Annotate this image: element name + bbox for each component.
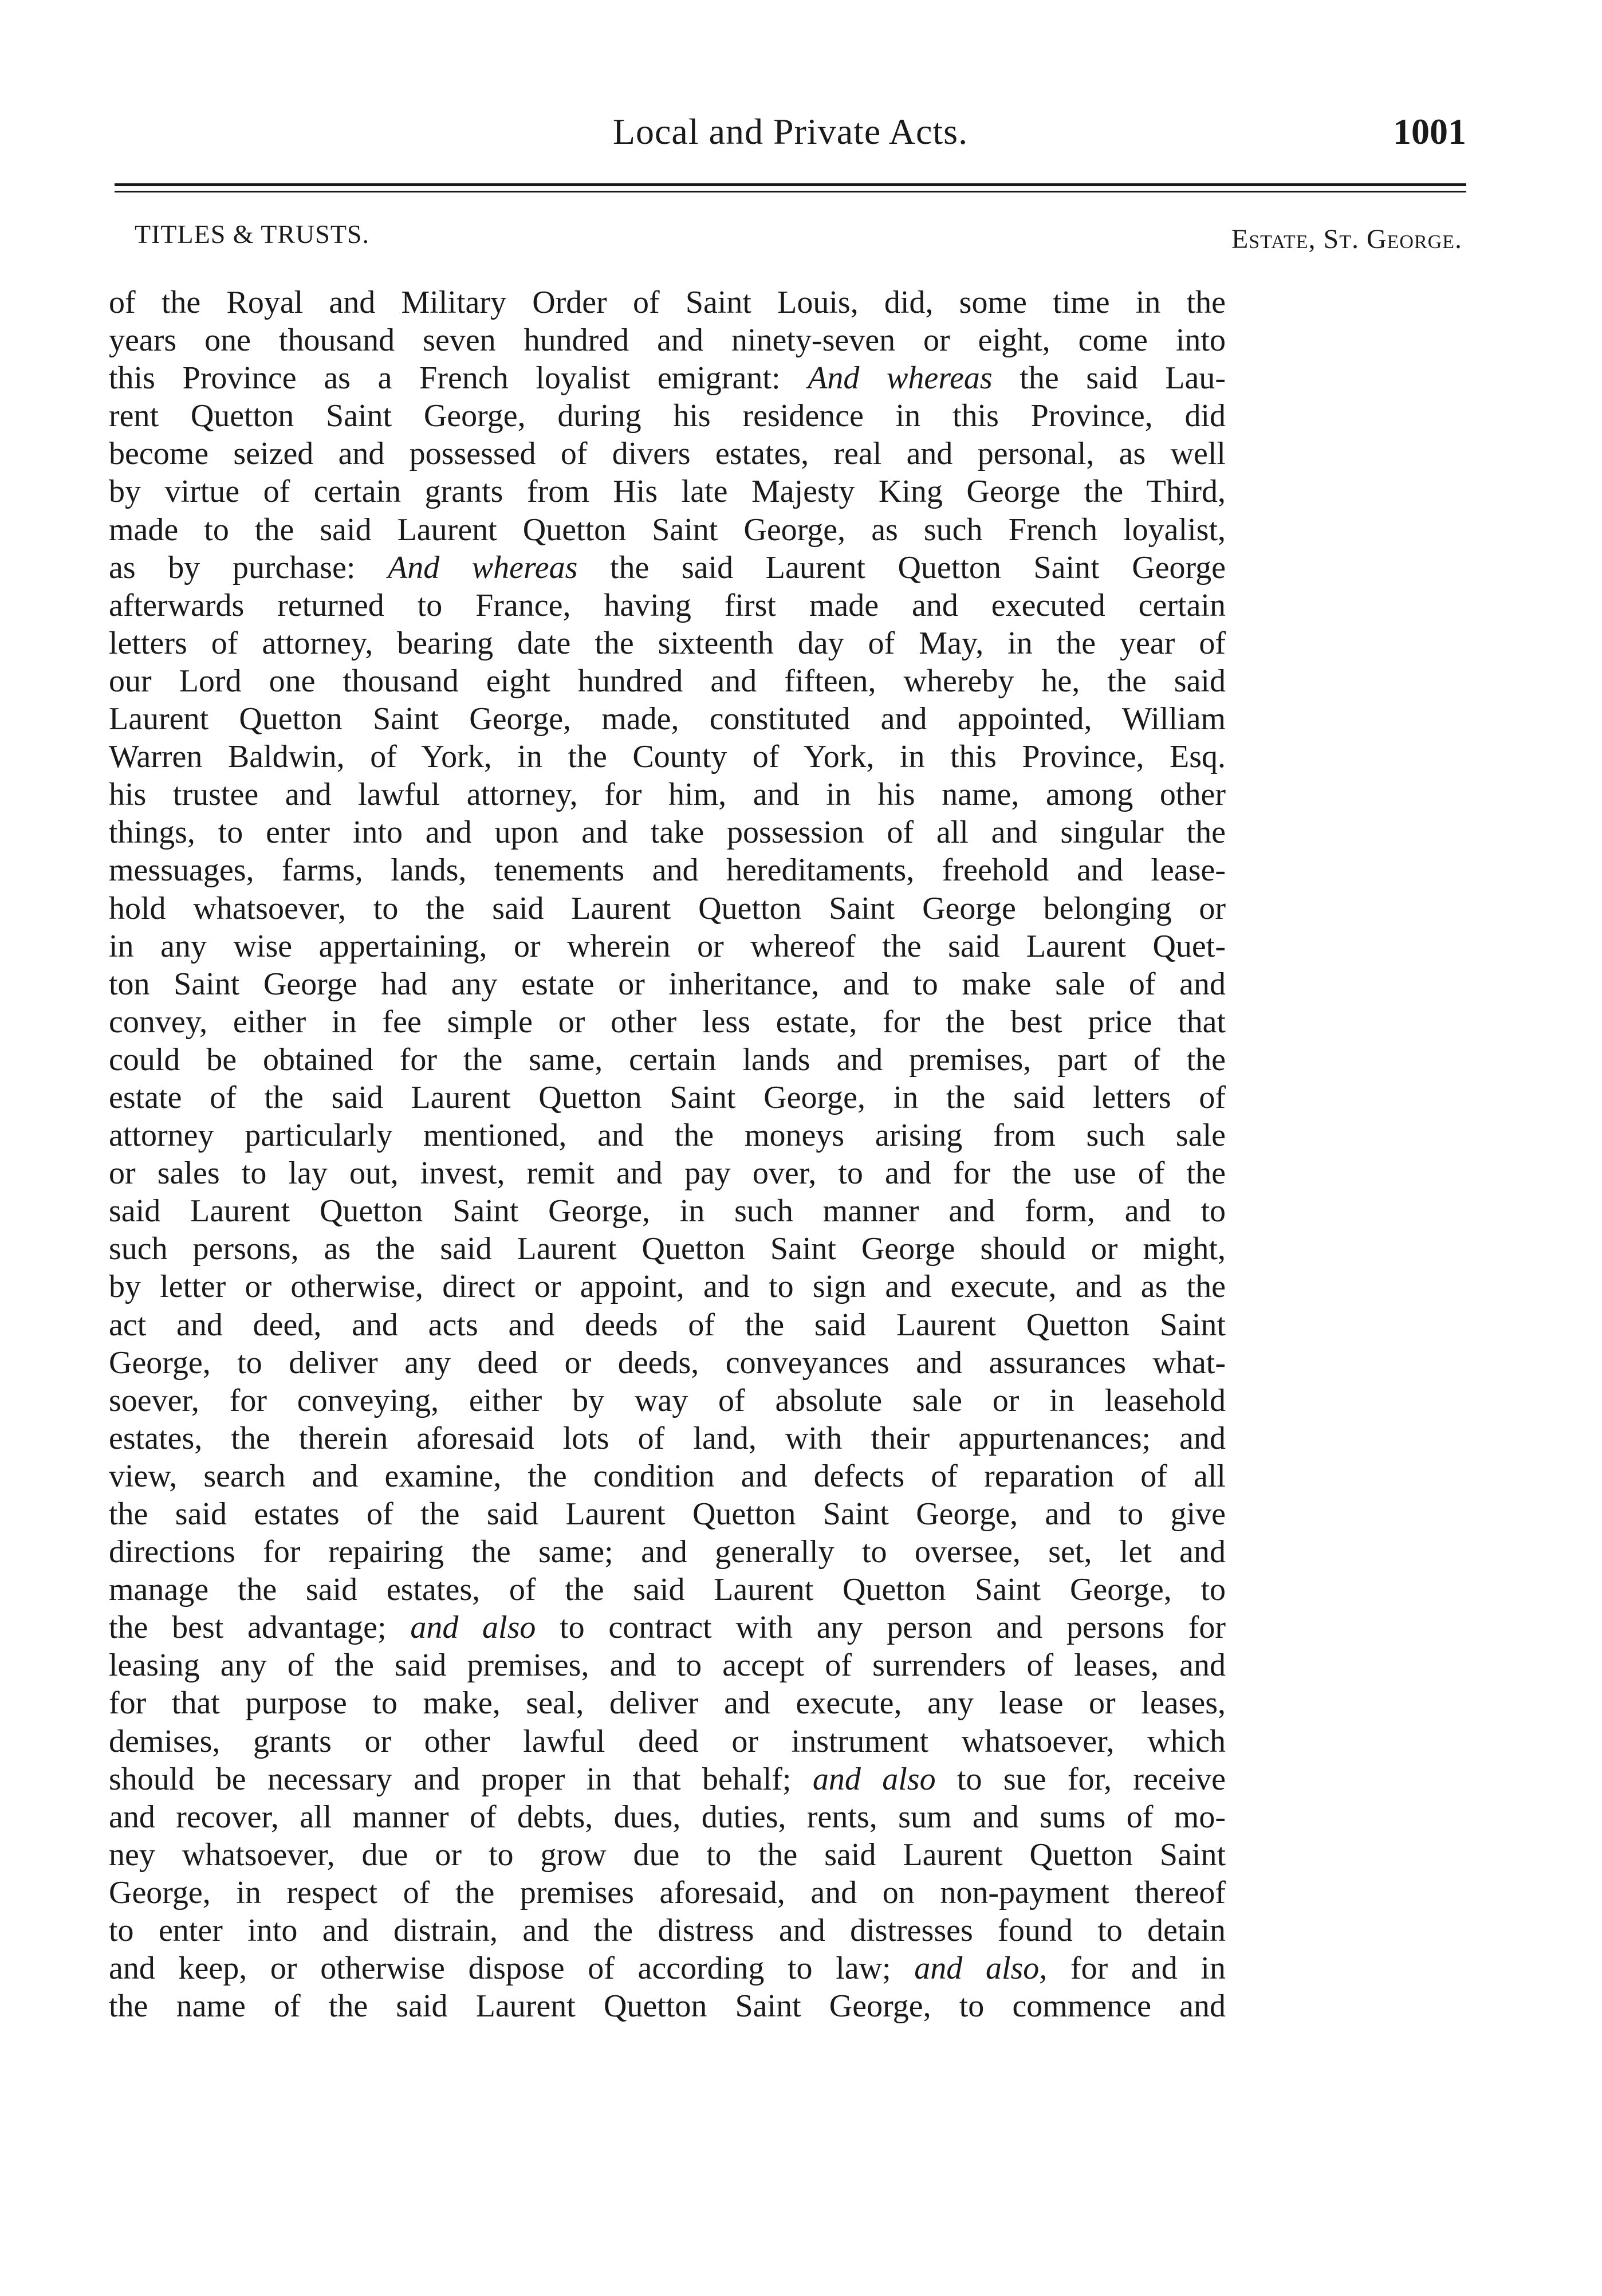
text-line: ney whatsoever, due or to grow due to the said Laurent Quetton Saint (109, 1837, 1226, 1873)
text-line: by virtue of certain grants from His late Majesty King George the Third, (109, 474, 1226, 510)
text-line: this Province as a French loyalist emigrant: And whereas the said Lau- (109, 360, 1226, 396)
text-line: George, in respect of the premises aforesaid, and on non-payment thereof (109, 1874, 1226, 1910)
text-line: letters of attorney, bearing date the sixteenth day of May, in the year of (109, 625, 1226, 661)
text-line: rent Quetton Saint George, during his residence in this Province, did (109, 398, 1226, 434)
section-heading-left: TITLES & TRUSTS. (135, 219, 370, 249)
text-line: and keep, or otherwise dispose of according to law; and also, for and in (109, 1951, 1226, 1987)
page-number: 1001 (1393, 111, 1466, 152)
text-line: the name of the said Laurent Quetton Saint George, to commence and (109, 1988, 1226, 2024)
text-line: of the Royal and Military Order of Saint Louis, did, some time in the (109, 285, 1226, 320)
text-line: the best advantage; and also to contract with any person and persons for (109, 1610, 1226, 1646)
text-line: made to the said Laurent Quetton Saint George, as such French loyalist, (109, 512, 1226, 548)
text-line: the said estates of the said Laurent Quetton Saint George, and to give (109, 1496, 1226, 1532)
text-line: hold whatsoever, to the said Laurent Quetton Saint George belonging or (109, 890, 1226, 926)
text-line: for that purpose to make, seal, deliver and execute, any lease or leases, (109, 1685, 1226, 1721)
text-line: his trustee and lawful attorney, for him, and in his name, among other (109, 777, 1226, 813)
text-line: soever, for conveying, either by way of absolute sale or in leasehold (109, 1382, 1226, 1418)
section-heading-right: Estate, St. George. (1231, 224, 1462, 254)
text-line: act and deed, and acts and deeds of the said Laurent Quetton Saint (109, 1307, 1226, 1343)
text-line: Laurent Quetton Saint George, made, constituted and appointed, William (109, 701, 1226, 737)
text-line: could be obtained for the same, certain lands and premises, part of the (109, 1041, 1226, 1078)
text-line: ton Saint George had any estate or inheritance, and to make sale of and (109, 966, 1226, 1002)
text-line: and recover, all manner of debts, dues, duties, rents, sum and sums of mo- (109, 1799, 1226, 1835)
header-rule (115, 183, 1466, 192)
text-line: attorney particularly mentioned, and the moneys arising from such sale (109, 1118, 1226, 1154)
page-header (115, 100, 1466, 169)
text-line: Warren Baldwin, of York, in the County of York, in this Province, Esq. (109, 739, 1226, 775)
text-line: messuages, farms, lands, tenements and hereditaments, freehold and lease- (109, 852, 1226, 888)
text-line: in any wise appertaining, or wherein or whereof the said Laurent Quet- (109, 928, 1226, 964)
text-line: become seized and possessed of divers estates, real and personal, as well (109, 436, 1226, 472)
text-line: directions for repairing the same; and generally to oversee, set, let and (109, 1534, 1226, 1570)
running-title: Local and Private Acts. (612, 111, 969, 152)
body-text (109, 284, 1226, 2025)
text-line: or sales to lay out, invest, remit and pay over, to and for the use of the (109, 1155, 1226, 1192)
text-line: estates, the therein aforesaid lots of land, with their appurtenances; and (109, 1420, 1226, 1456)
text-line: as by purchase: And whereas the said Laurent Quetton Saint George (109, 549, 1226, 585)
text-line: our Lord one thousand eight hundred and fifteen, whereby he, the said (109, 663, 1226, 699)
text-line: should be necessary and proper in that behalf; and also to sue for, receive (109, 1761, 1226, 1797)
text-line: convey, either in fee simple or other less estate, for the best price that (109, 1004, 1226, 1040)
text-line: by letter or otherwise, direct or appoint, and to sign and execute, and as the (109, 1269, 1226, 1305)
text-line: such persons, as the said Laurent Quetton Saint George should or might, (109, 1231, 1226, 1267)
section-headings (135, 219, 1462, 259)
text-line: things, to enter into and upon and take possession of all and singular the (109, 815, 1226, 851)
text-line: said Laurent Quetton Saint George, in such manner and form, and to (109, 1193, 1226, 1229)
text-line: estate of the said Laurent Quetton Saint George, in the said letters of (109, 1079, 1226, 1115)
text-line: leasing any of the said premises, and to accept of surrenders of leases, and (109, 1648, 1226, 1684)
text-line: manage the said estates, of the said Laurent Quetton Saint George, to (109, 1572, 1226, 1608)
text-line: demises, grants or other lawful deed or instrument whatsoever, which (109, 1723, 1226, 1759)
text-line: George, to deliver any deed or deeds, conveyances and assurances what- (109, 1344, 1226, 1381)
text-line: to enter into and distrain, and the distress and distresses found to detain (109, 1913, 1226, 1949)
text-line: afterwards returned to France, having first made and executed certain (109, 587, 1226, 623)
text-line: years one thousand seven hundred and ninety-seven or eight, come into (109, 323, 1226, 359)
text-line: view, search and examine, the condition and defects of reparation of all (109, 1458, 1226, 1494)
